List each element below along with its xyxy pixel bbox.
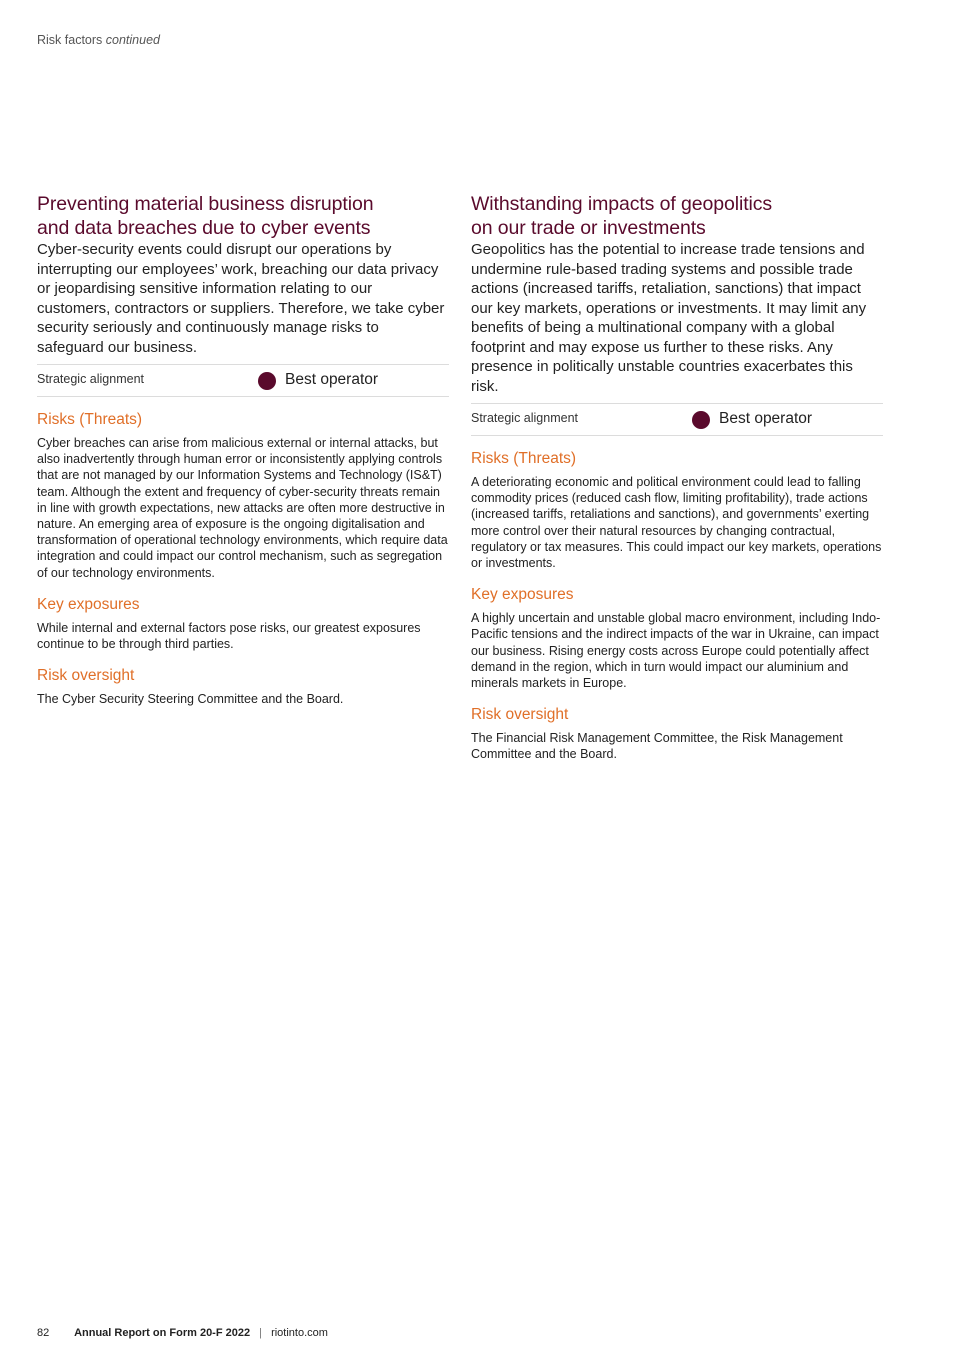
risk-title-line1: Preventing material business disruption [37,193,374,215]
risk-cyber-column [37,192,449,707]
strategic-alignment-label: Strategic alignment [37,372,145,386]
footer-separator: | [259,1327,263,1339]
page-footer [37,1327,328,1339]
key-exposures-heading: Key exposures [37,595,140,613]
risk-title-line2: and data breaches due to cyber events [37,217,371,239]
risks-threats-heading: Risks (Threats) [471,450,577,467]
page-number: 82 [37,1327,50,1339]
key-exposures-text: A highly uncertain and unstable global macro environment, including Indo-Pacific tensions and the indirect impacts of the war in Ukraine, can impact our business. Rising energy costs across Europe could potentially affect demand in the region, which in turn would impact our aluminium and minerals markets in Europe. [471,611,881,691]
risk-oversight-text: The Financial Risk Management Committee, the Risk Management Committee and the Board. [471,731,843,762]
strategic-alignment-value: Best operator [285,371,379,388]
strategic-alignment-row [37,364,449,397]
strategic-alignment-row [471,403,883,436]
risk-geopolitics-column [471,192,883,763]
key-exposures-text: While internal and external factors pose risks, our greatest exposures continue to be through third parties. [37,620,421,652]
header-prefix: Risk factors [37,33,103,47]
header-suffix: continued [105,33,160,47]
risk-oversight-heading: Risk oversight [471,706,569,724]
strategic-alignment-label: Strategic alignment [471,411,579,425]
website-link[interactable]: riotinto.com [271,1327,328,1339]
strategic-alignment-value: Best operator [719,410,813,427]
risk-title [471,192,883,240]
best-operator-dot-icon [692,411,710,429]
risk-oversight-heading: Risk oversight [37,667,135,685]
running-header [37,33,160,47]
risks-threats-text: A deteriorating economic and political environment could lead to falling commodity prices (reduced cash flow, limiting profitability), trade actions (increased tariffs, retaliations and sanctions), and governments’ exerting more control over their natural resources by changing contractual, regulatory or tax measures. This could impact our key markets, operations or investments. [471,475,882,571]
risk-title-line1: Withstanding impacts of geopolitics [471,193,773,215]
risk-oversight-text: The Cyber Security Steering Committee and the Board. [37,692,344,707]
best-operator-dot-icon [258,372,276,390]
risks-threats-heading: Risks (Threats) [37,411,143,428]
risk-title [37,192,449,240]
report-title: Annual Report on Form 20-F 2022 [74,1327,251,1339]
risk-intro: Geopolitics has the potential to increase trade tensions and undermine rule-based trading systems and possible trade actions (increased tariffs, retaliation, sanctions) that impact our key markets, operations or investments. It may limit any benefits of being a multinational company with a global footprint and may expose us further to these risks. Any presence in politically unstable countries exacerbates this risk. [471,241,867,395]
risks-threats-text: Cyber breaches can arise from malicious external or internal attacks, but also inadvertently through human error or inconsistently applying controls that are not managed by our Information Systems and Technology (IS&T) team. Although the extent and frequency of cyber-security threats remain in line with growth expectations, new attacks are often more destructive in nature. An emerging area of exposure is the ongoing digitalisation and transformation of operational technology environments, which require data integration and could impact our control mechanism, such as segregation of our technology environments. [37,436,448,580]
risk-title-line2: on our trade or investments [471,217,706,239]
key-exposures-heading: Key exposures [471,586,574,604]
risk-intro: Cyber-security events could disrupt our operations by interrupting our employees’ work, breaching our data privacy or jeopardising sensitive information relating to our customers, contractors or suppliers. Therefore, we take cyber security seriously and continuously manage risks to safeguard our business. [37,241,445,356]
